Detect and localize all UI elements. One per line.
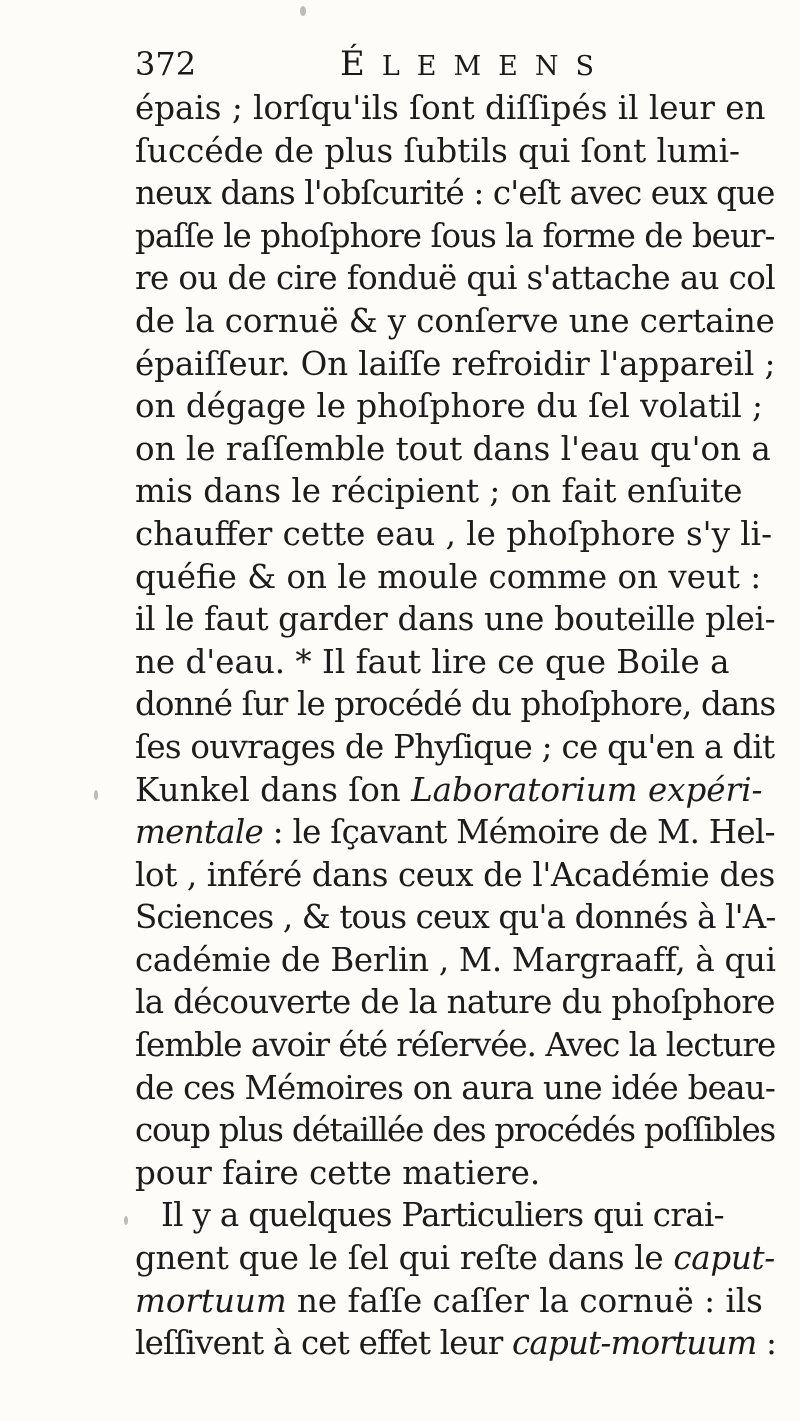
text-line (135, 172, 775, 215)
text-segment: épais ; lorſqu'ils ſont diſſipés il leur en (135, 89, 766, 127)
text-line (135, 385, 775, 428)
text-line (135, 1024, 775, 1067)
text-line (135, 1237, 775, 1280)
text-line (135, 683, 775, 726)
text-segment: ſes ouvrages de Phyſique ; ce qu'en a dit (135, 727, 775, 766)
text-line (135, 939, 775, 982)
text-line (135, 556, 775, 599)
text-line (135, 1152, 775, 1195)
text-segment: ne d'eau. * Il faut lire ce que Boile a (135, 642, 730, 681)
text-segment: re ou de cire fonduë qui s'attache au col (135, 259, 776, 298)
text-segment: ſuccéde de plus ſubtils qui ſont lumi- (135, 131, 740, 170)
text-segment: on dégage le phoſphore du ſel volatil ; (135, 387, 763, 426)
ink-speck (94, 790, 98, 800)
text-segment: pour faire cette matiere. (135, 1153, 541, 1192)
text-segment: : (756, 1324, 777, 1363)
text-line (135, 130, 775, 173)
running-title (340, 42, 611, 89)
text-segment: épaiſſeur. On laiſſe refroidir l'appareil ; (135, 344, 776, 383)
text-segment: Il y a quelques Particuliers qui crai- (161, 1196, 724, 1235)
italic-text: caput- (673, 1239, 775, 1278)
text-segment: ne faſſe caſſer la cornuë : ils (286, 1281, 763, 1320)
text-segment: neux dans l'obſcurité : c'eſt avec eux que (135, 174, 775, 213)
text-segment: : le ſçavant Mémoire de M. Hel- (263, 813, 775, 852)
body-text (135, 87, 800, 1365)
text-segment: cadémie de Berlin , M. Margraaff, à qui (135, 940, 776, 979)
text-line (135, 343, 775, 386)
text-line (135, 896, 775, 939)
ink-speck (300, 6, 306, 16)
italic-text: caput-mortuum (512, 1324, 757, 1363)
text-segment: donné ſur le procédé du phoſphore, dans (135, 685, 776, 724)
text-line (135, 513, 775, 556)
text-segment: de la cornuë & y conſerve une certaine (135, 301, 775, 340)
page-number: 372 (135, 45, 197, 83)
text-line (135, 1280, 775, 1323)
text-segment: ſemble avoir été réſervée. Avec la lecture (135, 1026, 776, 1065)
text-line (135, 726, 775, 769)
text-segment: gnent que le ſel qui reſte dans le (135, 1239, 674, 1278)
text-segment: chauffer cette eau , le phoſphore s'y li- (135, 514, 773, 553)
text-line (135, 1194, 775, 1237)
page-header (135, 42, 615, 86)
text-line (135, 257, 775, 300)
text-segment: coup plus détaillée des procédés poſſibles (135, 1111, 775, 1150)
text-line (135, 215, 775, 258)
text-line (135, 641, 775, 684)
text-segment: quéfie & on le moule comme on veut : (135, 557, 762, 596)
text-line (135, 1109, 775, 1152)
text-line (135, 87, 775, 130)
running-title-initial: É (340, 44, 382, 84)
ink-speck (124, 1216, 128, 1225)
text-segment: il le faut garder dans une bouteille plei- (135, 600, 776, 639)
text-segment: Kunkel dans ſon (135, 770, 412, 809)
text-line (135, 811, 775, 854)
text-line (135, 769, 775, 812)
text-line (135, 300, 775, 343)
text-line (135, 1322, 775, 1365)
running-title-rest: LEMENS (381, 51, 611, 82)
text-segment: la découverte de la nature du phoſphore (135, 983, 775, 1022)
text-line (135, 854, 775, 897)
text-line (135, 1067, 775, 1110)
text-segment: Sciences , & tous ceux qu'a donnés à l'A- (135, 898, 776, 937)
text-line (135, 598, 775, 641)
italic-text: mentale (135, 813, 264, 852)
text-segment: on le raſſemble tout dans l'eau qu'on a (135, 429, 771, 468)
italic-text: mortuum (135, 1281, 287, 1320)
text-line (135, 981, 775, 1024)
text-line (135, 428, 775, 471)
text-segment: lot , inféré dans ceux de l'Académie des (135, 855, 775, 894)
text-line (135, 470, 775, 513)
text-segment: mis dans le récipient ; on fait enſuite (135, 472, 743, 511)
text-segment: de ces Mémoires on aura une idée beau- (135, 1068, 776, 1107)
italic-text: Laboratorium expéri- (411, 770, 763, 809)
text-segment: leſſivent à cet effet leur (135, 1324, 513, 1363)
text-segment: paſſe le phoſphore ſous la forme de beur- (135, 216, 775, 255)
